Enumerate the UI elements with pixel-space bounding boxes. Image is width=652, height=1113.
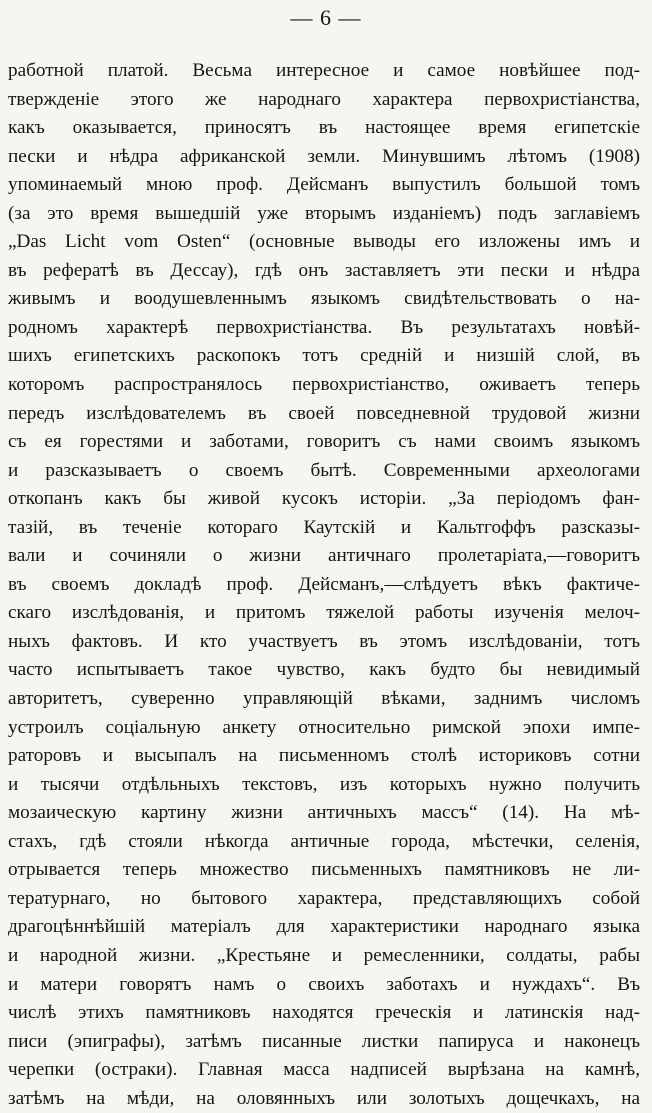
text-line: вали и сочиняли о жизни античнаго пролетаріата,—говоритъ — [8, 545, 640, 567]
text-line: какъ оказывается, приносятъ въ настоящее время египетскіе — [8, 117, 640, 139]
text-line: числѣ этихъ памятниковъ находятся греческія и латинскія над- — [8, 1002, 640, 1024]
text-line: писи (эпиграфы), затѣмъ писанные листки папируса и наконецъ — [8, 1030, 640, 1052]
text-line: „Das Licht vom Osten“ (основные выводы его изложены имъ и — [8, 231, 640, 253]
text-line: родномъ характерѣ первохристіанства. Въ результатахъ новѣй- — [8, 316, 640, 338]
text-line: живымъ и воодушевленнымъ языкомъ свидѣтельствовать о на- — [8, 288, 640, 310]
text-line: работной платой. Весьма интересное и самое новѣйшее под- — [8, 60, 640, 81]
text-line: упоминаемый мною проф. Дейсманъ выпустилъ большой томъ — [8, 174, 640, 196]
text-line: откопанъ какъ бы живой кусокъ исторіи. „За періодомъ фан- — [8, 488, 640, 510]
text-line: скаго изслѣдованія, и притомъ тяжелой работы изученія мелоч- — [8, 602, 640, 624]
text-line: которомъ распространялось первохристіанство, оживаетъ теперь — [8, 374, 640, 396]
text-line: часто испытываетъ такое чувство, какъ будто бы невидимый — [8, 659, 640, 681]
text-line: пески и нѣдра африканской земли. Минувшимъ лѣтомъ (1908) — [8, 145, 640, 167]
page-number: — 6 — — [290, 5, 362, 30]
text-line: и разсказываетъ о своемъ бытѣ. Современными археологами — [8, 459, 640, 481]
text-line: мозаическую картину жизни античныхъ массъ“ (14). На мѣ- — [8, 802, 640, 824]
body-text — [8, 57, 640, 1113]
text-line: тературнаго, но бытового характера, представляющихъ собой — [8, 887, 640, 909]
text-line: съ ея горестями и заботами, говоритъ съ нами своимъ языкомъ — [8, 431, 640, 453]
text-line: шихъ египетскихъ раскопокъ тотъ средній и низшій слой, въ — [8, 345, 640, 367]
text-line: и народной жизни. „Крестьяне и ремесленники, солдаты, рабы — [8, 944, 640, 966]
text-line: въ рефератѣ въ Дессау), гдѣ онъ заставляетъ эти пески и нѣдра — [8, 259, 640, 281]
text-line: и тысячи отдѣльныхъ текстовъ, изъ которыхъ нужно получить — [8, 773, 640, 795]
text-line: черепки (остраки). Главная масса надписей вырѣзана на камнѣ, — [8, 1059, 640, 1081]
text-line: и матери говорятъ намъ о своихъ заботахъ и нуждахъ“. Въ — [8, 973, 640, 995]
text-line: твержденіе этого же народнаго характера первохристіанства, — [8, 88, 640, 110]
text-line: раторовъ и высыпалъ на письменномъ столѣ историковъ сотни — [8, 745, 640, 767]
text-line: передъ изслѣдователемъ въ своей повседневной трудовой жизни — [8, 402, 640, 424]
text-line: устроилъ соціальную анкету относительно римской эпохи импе- — [8, 716, 640, 738]
text-line: авторитетъ, суверенно управляющій вѣками, заднимъ числомъ — [8, 688, 640, 710]
text-line: стахъ, гдѣ стояли нѣкогда античные города, мѣстечки, селенія, — [8, 830, 640, 852]
text-line: затѣмъ на мѣди, на оловянныхъ или золотыхъ дощечкахъ, на — [8, 1087, 640, 1109]
text-line: тазій, въ теченіе котораго Каутскій и Кальтгоффъ разсказы- — [8, 516, 640, 538]
text-line: отрывается теперь множество письменныхъ памятниковъ не ли- — [8, 859, 640, 881]
text-line: (за это время вышедшій уже вторымъ изданіемъ) подъ заглавіемъ — [8, 202, 640, 224]
text-line: въ своемъ докладѣ проф. Дейсманъ,—слѣдуетъ вѣкъ фактиче- — [8, 573, 640, 595]
text-line: ныхъ фактовъ. И кто участвуетъ въ этомъ изслѣдованіи, тотъ — [8, 630, 640, 652]
text-line: драгоцѣннѣйшій матеріалъ для характеристики народнаго языка — [8, 916, 640, 938]
